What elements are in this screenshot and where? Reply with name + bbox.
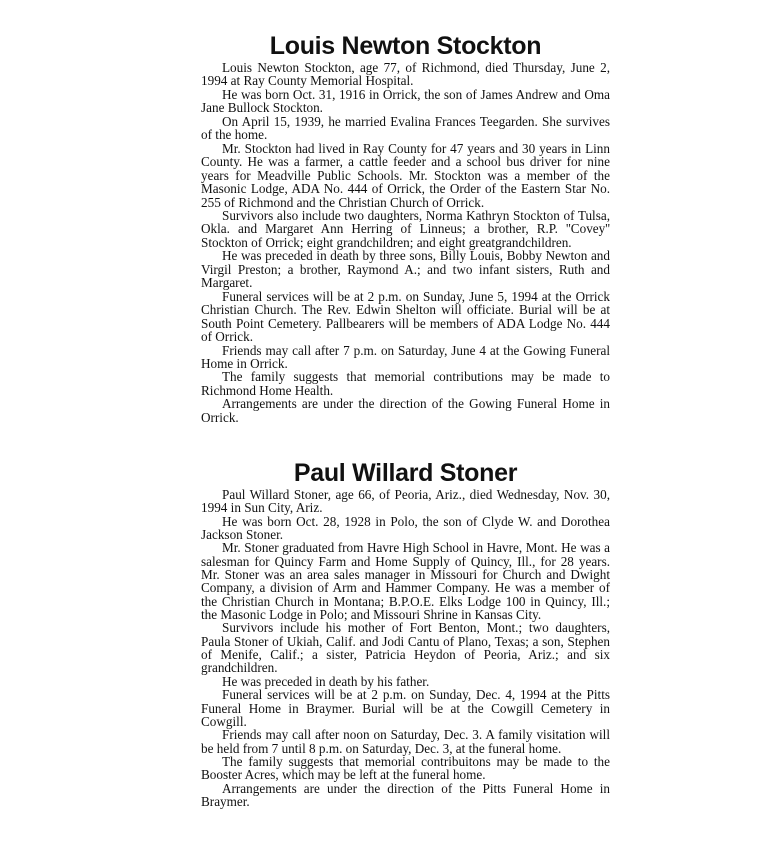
obituary-title: Paul Willard Stoner [293,459,518,487]
obituary-paragraph: He was preceded in death by three sons, Billy Louis, Bobby Newton and Virgil Preston; a brother, Raymond A.; and two infant sisters, Ruth and Margaret. [201,248,610,291]
obituary-paragraph: Arrangements are under the direction of the Gowing Funeral Home in Orrick. [201,396,610,425]
obituary-paragraph: Funeral services will be at 2 p.m. on Sunday, June 5, 1994 at the Orrick Christian Church. The Rev. Edwin Shelton will officiate. Burial will be at South Point Cemetery. Pallbearers will be members of ADA Lodge No. 444 of Orrick. [201,288,610,345]
obituary-paragraph: He was born Oct. 31, 1916 in Orrick, the son of James Andrew and Oma Jane Bullock Stockton. [201,86,610,116]
obituary-paragraph: He was born Oct. 28, 1928 in Polo, the son of Clyde W. and Dorothea Jackson Stoner. [201,513,610,543]
obituary-title: Louis Newton Stockton [269,32,542,60]
obituary-paragraph: Louis Newton Stockton, age 77, of Richmond, died Thursday, June 2, 1994 at Ray County Memorial Hospital. [201,60,610,89]
obituary-louis-newton-stockton [201,31,610,424]
obituary-paragraph: Friends may call after 7 p.m. on Saturday, June 4 at the Gowing Funeral Home in Orrick. [201,342,610,371]
obituary-paragraph: Arrangements are under the direction of the Pitts Funeral Home in Braymer. [201,780,610,809]
obituary-paragraph: Mr. Stoner graduated from Havre High School in Havre, Mont. He was a salesman for Quincy Farm and Home Supply of Quincy, Ill., for 28 years. Mr. Stoner was an area sales manager in Missouri for Church and Dwight Company, a division of Arm and Hammer Company. He was a member of the Christian Church in Montana; B.P.O.E. Elks Lodge 100 in Quincy, Ill.; the Masonic Lodge in Polo; and Missouri Shrine in Kansas City. [201,540,610,623]
obituary-paul-willard-stoner [201,458,610,808]
obituary-paragraph: Survivors also include two daughters, Norma Kathryn Stockton of Tulsa, Okla. and Margaret Ann Herring of Linneus; a brother, R.P. ''Covey'' Stockton of Orrick; eight grandchildren; and eight greatgrandchildren. [201,207,610,250]
obituary-paragraph: Survivors include his mother of Fort Benton, Mont.; two daughters, Paula Stoner of Ukiah, Calif. and Jodi Cantu of Plano, Texas; a son, Stephen of Menife, Calif.; a sister, Patricia Heydon of Peoria, Ariz.; and six grandchildren. [201,620,610,676]
obituary-paragraph: The family suggests that memorial contributions may be made to Richmond Home Health. [201,369,610,398]
obituary-paragraph: The family suggests that memorial contribuitons may be made to the Booster Acres, which may be left at the funeral home. [201,753,610,783]
obituary-paragraph: Paul Willard Stoner, age 66, of Peoria, Ariz., died Wednesday, Nov. 30, 1994 in Sun City, Ariz. [201,487,610,516]
obituary-paragraph: On April 15, 1939, he married Evalina Frances Teegarden. She survives of the home. [201,113,610,143]
obituary-paragraph: Mr. Stockton had lived in Ray County for 47 years and 30 years in Linn County. He was a farmer, a cattle feeder and a school bus driver for nine years for Meadville Public Schools. Mr. Stockton was a member of the Masonic Lodge, ADA No. 444 of Orrick, the Order of the Eastern Star No. 255 of Richmond and the Christian Church of Orrick. [201,140,610,210]
obituary-paragraph: Friends may call after noon on Saturday, Dec. 3. A family visitation will be held from 7 until 8 p.m. on Saturday, Dec. 3, at the funeral home. [201,727,610,756]
obituary-paragraph: He was preceded in death by his father. [222,673,430,689]
obituary-paragraph: Funeral services will be at 2 p.m. on Sunday, Dec. 4, 1994 at the Pitts Funeral Home in Braymer. Burial will be at the Cowgill Cemetery in Cowgill. [201,687,610,729]
